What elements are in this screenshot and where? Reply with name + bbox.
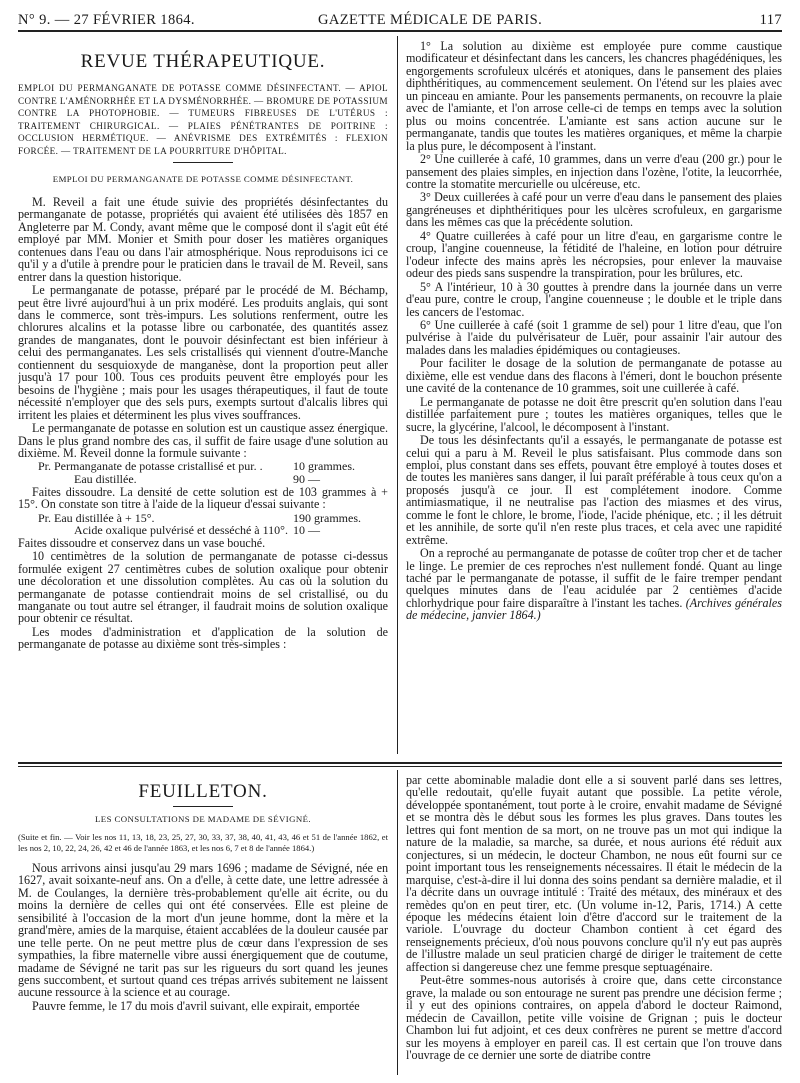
feuilleton-subtitle: LES CONSULTATIONS DE MADAME DE SÉVIGNÉ. <box>95 814 311 825</box>
paragraph: Le permanganate de potasse en solution est un caustique assez énergique. Dans le plus grand nombre des cas, il suffit de faire usage d'une solution au dixième. M. Reveil donne la formule suivante : <box>18 421 388 460</box>
paragraph: On a reproché au permanganate de potasse de coûter trop cher et de tacher le linge. Le premier de ces reproches n'est nullement fondé. Quant au linge taché par le permanganate de potasse, il suffit de le faire tremper pendant quelques minutes dans de l'eau acidulée par 2 centièmes d'acide chlorhydrique pour faire disparaître à l'instant les taches. (Archives générales de médecine, janvier 1864.) <box>406 546 782 623</box>
left-column <box>18 40 388 755</box>
formula-1 <box>18 460 388 485</box>
formula-note: Faites dissoudre et conservez dans un vase bouché. <box>18 535 266 550</box>
paragraph: Les modes d'administration et d'application de la solution de permanganate de potasse au dixième sont très-simples : <box>18 624 388 652</box>
usage-item: 6° Une cuillerée à café (soit 1 gramme de sel) pour 1 litre d'eau, que l'on pulvérise à l'aide du pulvérisateur de Luër, pour assainir l'air autour des malades dans les maladies épidémiques ou contagieuses. <box>406 317 782 357</box>
paragraph: Nous arrivons ainsi jusqu'au 29 mars 1696 ; madame de Sévigné, née en 1627, avait soixante-neuf ans. On a d'elle, à cette date, une lettre adressée à M. de Coulanges, la dernière très-probablement qu'elle ait écrite, ou du moins la dernière de celles qui ont été conservées. Elle est pleine de sensibilité à l'occasion de la mort d'un jeune homme, dont la mère et la grand'mère, amies de la marquise, étaient accablées de la douleur causée par une telle perte. On ne peut mettre plus de cœur dans l'expression de ses sympathies, la fibre maternelle vibre aussi énergiquement que de coutume, madame de Sévigné ne tarit pas sur les rigueurs du sort quand les jeunes gens succombent, et surtout quand ces trépas arrivés subitement ne laissent aucune ressource à la science et au courage. <box>18 860 388 1000</box>
feuilleton-separator-thin <box>18 766 782 767</box>
section-rule <box>173 162 233 163</box>
feuilleton-title: FEUILLETON. <box>138 781 268 802</box>
paragraph: Pauvre femme, le 17 du mois d'avril suivant, elle expirait, emportée <box>32 998 360 1013</box>
feuilleton-separator <box>18 762 782 764</box>
paragraph: Peut-être sommes-nous autorisés à croire que, dans cette circonstance grave, la malade ou son entourage ne surent pas prendre une décision ferme ; il y eut des opinions contraires, on appela d'abord le docteur Raimond, médecin de Cavaillon, petite ville voisine de Grignan ; puis le docteur Chambon lui fut adjoint, et ces deux confrères ne purent se mettre d'accord sur les moyens à employer en pareil cas. Il est certain que l'on trouve dans l'ouvrage de ce dernier une sorte de diatribe contre <box>406 973 782 1062</box>
right-column <box>406 40 782 755</box>
usage-item: 1° La solution au dixième est employée pure comme caustique modificateur et désinfectant dans les cancers, les chancres phagédéniques, les engorgements scrofuleux ulcérés et atoniques, dans le pansement des plaies diphthéritiques, au commencement seulement. On l'étend sur les plaies avec un pinceau en amiante. Pour les pansements permanents, on recouvre la plaie avec de l'amiante, et l'on arrose celle-ci de temps en temps avec la solution plus ou moins concentrée. L'amiante est sans action aucune sur le permanganate, tandis que toutes les matières organiques, et même la charpie la plus pure, le décomposent à l'instant. <box>406 40 782 153</box>
page-header <box>18 8 782 32</box>
paragraph: Le permanganate de potasse ne doit être prescrit qu'en solution dans l'eau distillée parfaitement pure ; toutes les matières organiques, telles que le sucre, la glycérine, l'alcool, le décomposent à l'instant. <box>406 394 782 434</box>
paragraph: Faites dissoudre. La densité de cette solution est de 103 grammes à + 15°. On constate son titre à l'aide de la liqueur d'essai suivante : <box>18 484 388 512</box>
formula-row: Acide oxalique pulvérisé et desséché à 110°. 10 — <box>74 523 320 538</box>
formula-row: Pr. Eau distillée à + 15°. 190 grammes. <box>38 510 361 525</box>
column-divider-top <box>397 36 398 754</box>
formula-row: Pr. Permanganate de potasse cristallisé et pur. . 10 grammes. <box>38 459 355 474</box>
usage-item: 3° Deux cuillerées à café pour un verre d'eau dans le pansement des plaies gangréneuses et diphthéritiques pour les ulcères scrofuleux, en gargarisme dans les mêmes cas que la précédente solution. <box>406 190 782 230</box>
feuilleton-right-column <box>406 774 782 1078</box>
formula-2 <box>18 512 388 537</box>
paragraph: M. Reveil a fait une étude suivie des propriétés désinfectantes du permanganate de potasse, propriétés qui avaient été utilisées dès 1857 en Angleterre par M. Condy, avant même que le composé dont il s'agit eût été employé par MM. Monier et Smith pour doser les matières organiques contenues dans l'eau ou dans l'air atmosphérique. Nous reproduisons ici ce qu'il y a d'utile à prendre pour le praticien dans le travail de M. Reveil, sans entrer dans la question historique. <box>18 194 388 284</box>
paragraph: par cette abominable maladie dont elle a si souvent parlé dans ses lettres, qu'elle redoutait, qu'elle fuyait autant que possible. La petite vérole, développée spontanément, tout porte à le croire, envahit madame de Sévigné et se montra dès le début sous les formes les plus graves. Dans toutes les lettres qui font mention de sa mort, on ne trouve pas un mot qui indique la nature de la maladie, sa marche, sa durée, et nous aurions été réduit aux conjectures, si un médecin, le docteur Chambon, ne nous eût fourni sur ce point important tous les renseignements nécessaires. Il était le médecin de la marquise, c'est-à-dire il lui donna des soins pendant sa dernière maladie, et il l'a décrite dans un ouvrage intitulé : Traité des métaux, des minéraux et des remèdes qu'on en peut tirer, etc. (Un volume in-12, Paris, 1714.) A cette époque les médecins étaient loin d'être d'accord sur le traitement de la variole. L'ouvrage du docteur Chambon contient à cet égard des renseignements précieux, d'où nous pouvons conclure qu'il n'y eut pas auprès de l'illustre malade un seul praticien chargé de diriger le traitement de cette affection si dangereuse chez une femme presque septuagénaire. <box>406 774 782 974</box>
usage-item: 5° A l'intérieur, 10 à 30 gouttes à prendre dans la journée dans un verre d'eau pure, contre le croup, l'angine couenneuse ; le double et le triple dans les cancers de l'estomac. <box>406 279 782 319</box>
issue-number: N° 9. — 27 FÉVRIER 1864. <box>18 12 195 28</box>
paragraph: Pour faciliter le dosage de la solution de permanganate de potasse au dixième, elle est vendue dans des flacons à l'émeri, dont le bouchon présente une cavité de la contenance de 10 grammes, soit une cuillerée à café. <box>406 356 782 396</box>
page-number: 117 <box>759 12 782 28</box>
feuilleton-note: (Suite et fin. — Voir les nos 11, 13, 18, 23, 25, 27, 30, 33, 37, 38, 40, 41, 43, 46 et 51 de l'année 1862, et les nos 2, 10, 22, 24, 26, 42 et 46 de l'année 1863, et les nos 6, 7 et 8 de l'année 1864.) <box>18 831 388 853</box>
column-divider-bottom <box>397 770 398 1075</box>
paragraph: De tous les désinfectants qu'il a essayés, le permanganate de potasse est celui qui a paru à M. Reveil le plus satisfaisant. Plus commode dans son emploi, plus constant dans ses effets, pouvant être employé à toutes doses et de toutes les manières sans danger, il lui paraît préférable à tous ceux qu'on a proposés jusqu'à ce jour. Il est complétement inodore. Comme antimiasmatique, il ne neutralise pas l'action des miasmes et des virus, comme le font le chlore, le brome, l'iode, l'acide phénique, etc. ; il les détruit et les annihile, de sorte qu'il n'en reste plus traces, et cela avec une rapidité extrême. <box>406 433 782 547</box>
revue-title: REVUE THÉRAPEUTIQUE. <box>80 51 326 72</box>
revue-summary: EMPLOI DU PERMANGANATE DE POTASSE COMME DÉSINFECTANT. — APIOL CONTRE L'AMÉNORRHÉE ET LA DYSMÉNORRHÉE. — BROMURE DE POTASSIUM CONTRE LA PHOTOPHOBIE. — TUMEURS FIBREUSES DE L'UTÉRUS : TRAITEMENT CHIRURGICAL. — PLAIES PÉNÉTRANTES DE POITRINE : OCCLUSION HERMÉTIQUE. — ANÉVRISME DES EXTRÉMITÉS : FLEXION FORCÉE. — TRAITEMENT DE LA POURRITURE D'HÔPITAL. <box>18 83 388 156</box>
journal-title: GAZETTE MÉDICALE DE PARIS. <box>318 12 543 28</box>
paragraph: Le permanganate de potasse, préparé par le procédé de M. Béchamp, peut être livré aujourd'hui à un prix modéré. Les produits anglais, qui sont dans le commerce, sont très-impurs. Les solutions renferment, outre les chlorures alcalins et la potasse libre ou carbonatée, des quantités assez grandes de manganates, dont le pouvoir désinfectant est bien inférieur à celui des permanganates. Les sels cristallisés qui viennent d'outre-Manche contiennent du sesquioxyde de manganèse, dont la proportion peut aller jusqu'à 17 pour 100. Tous ces produits peuvent être employés pour les besoins de l'hygiène ; mais pour les usages thérapeutiques, il faut de toute nécessité n'employer que des sels purs, exempts surtout d'alcalis libres qui irritent les plaies et déterminent les plus vives souffrances. <box>18 283 388 422</box>
paragraph: 10 centimètres de la solution de permanganate de potasse ci-dessus formulée exigent 27 centimètres cubes de solution oxalique pour obtenir une décoloration et une dissolution complètes. Au cas où la solution du permanganate de potasse contiendrait moins de sel cristallisé, ou du manganate ou tout autre sel étranger, il faudrait moins de solution oxalique pour obtenir ce résultat. <box>18 549 388 626</box>
formula-row: Eau distillée. 90 — <box>74 472 320 487</box>
feuilleton-rule <box>173 806 233 807</box>
feuilleton-left-column <box>18 772 388 1078</box>
section-heading: EMPLOI DU PERMANGANATE DE POTASSE COMME DÉSINFECTANT. <box>52 174 354 185</box>
source-citation: (Archives générales de médecine, janvier 1864.) <box>406 595 782 623</box>
usage-item: 4° Quatre cuillerées à café pour un litre d'eau, en gargarisme contre le croup, l'angine couenneuse, la fétidité de l'haleine, en lotion pour détruire l'odeur infecte des mains après les nécropsies, pour enlever la mauvaise odeur des pieds sans suspendre la transpiration, pour les brûlures, etc. <box>406 228 782 281</box>
usage-item: 2° Une cuillerée à café, 10 grammes, dans un verre d'eau (200 gr.) pour le pansement des plaies simples, en injection dans l'ozène, l'otite, la leucorrhée, contre la stomatite mercurielle ou ulcéreuse, etc. <box>406 152 782 191</box>
